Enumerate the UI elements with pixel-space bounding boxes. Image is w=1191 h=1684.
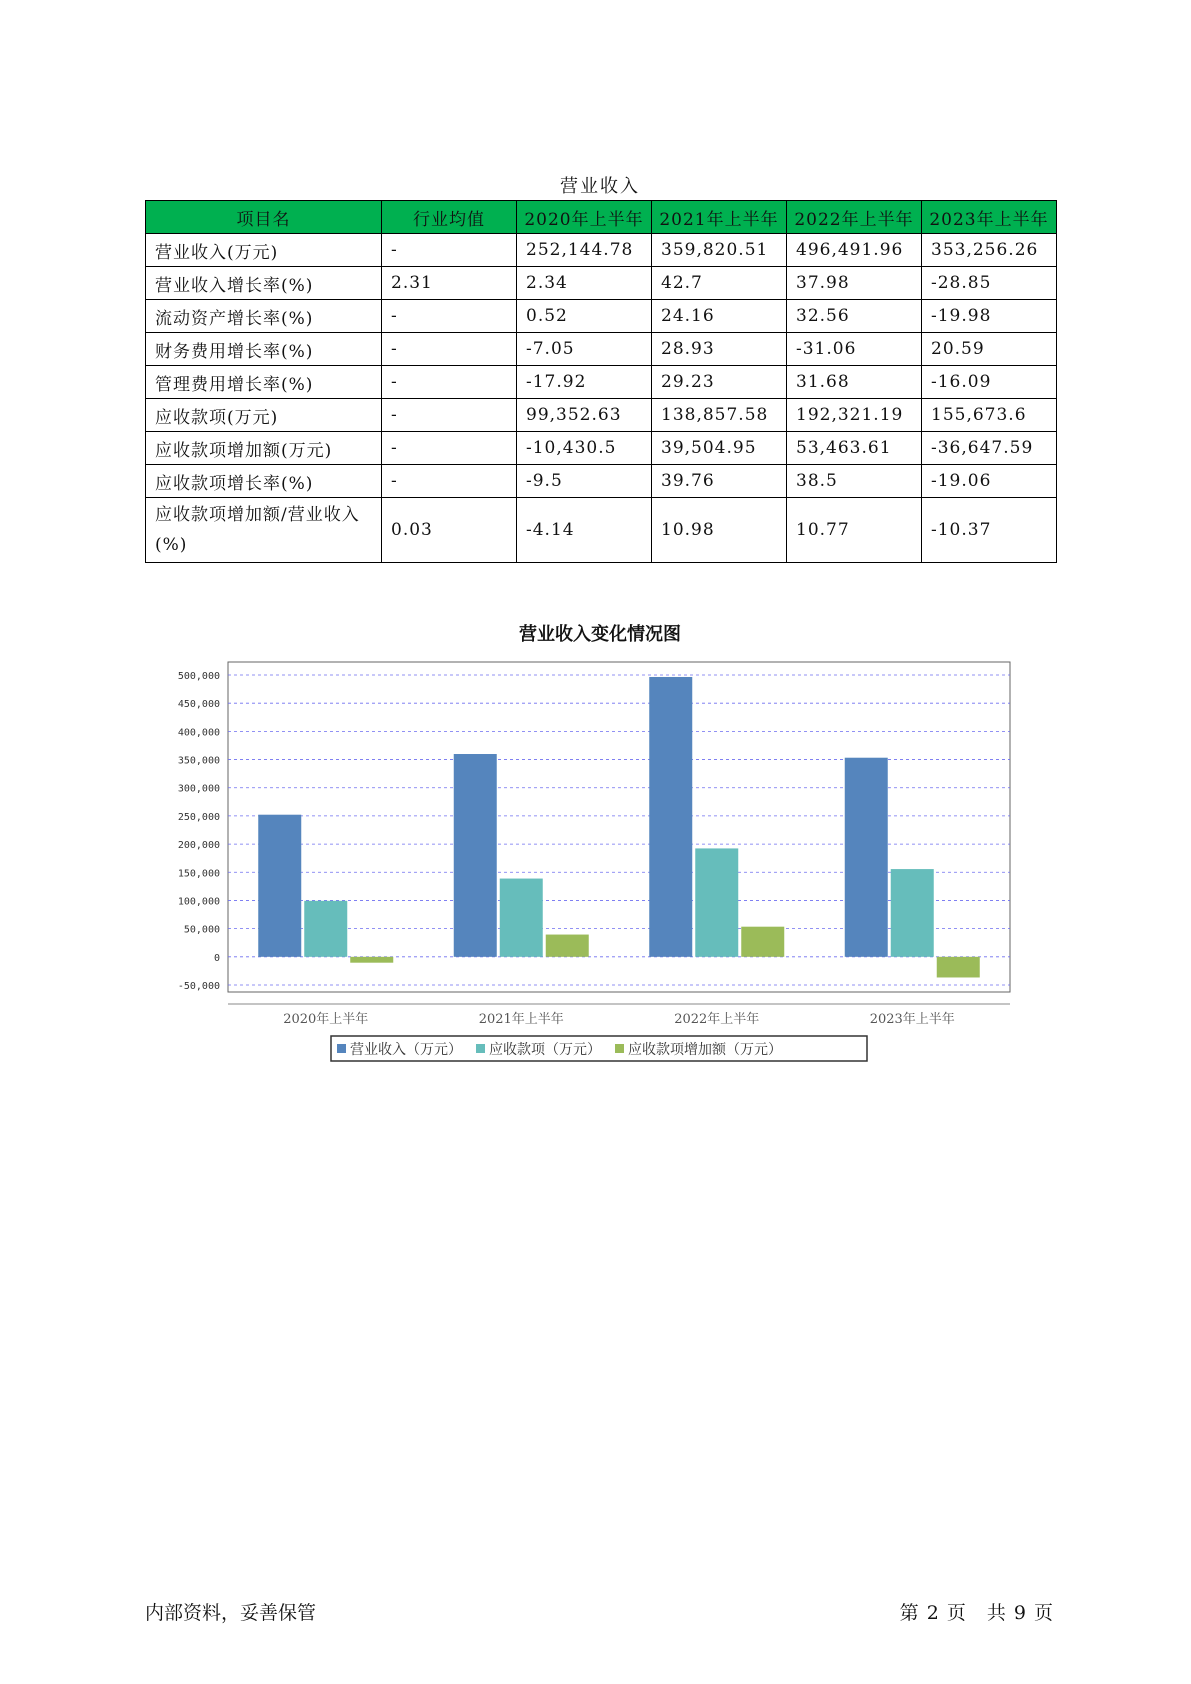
cell: -31.06 — [787, 333, 922, 366]
cell: 32.56 — [787, 300, 922, 333]
bar — [546, 935, 589, 957]
header-item-name: 项目名 — [146, 201, 382, 234]
cell: 0.52 — [517, 300, 652, 333]
bar — [741, 927, 784, 957]
x-tick-label: 2020年上半年 — [283, 1012, 369, 1027]
cell: -36,647.59 — [922, 432, 1057, 465]
bar — [649, 677, 692, 957]
bar — [454, 754, 497, 957]
cell: - — [382, 234, 517, 267]
cell: 31.68 — [787, 366, 922, 399]
y-tick-label: 450,000 — [177, 699, 220, 711]
cell: 10.98 — [652, 498, 787, 563]
row-label: 应收款项增加额(万元) — [146, 432, 382, 465]
y-tick-label: 300,000 — [177, 783, 220, 795]
header-industry-avg: 行业均值 — [382, 201, 517, 234]
bar — [258, 815, 301, 957]
cell: -4.14 — [517, 498, 652, 563]
footer-confidential-note: 内部资料，妥善保管 — [145, 1602, 317, 1624]
header-2021h1: 2021年上半年 — [652, 201, 787, 234]
chart-title: 营业收入变化情况图 — [519, 624, 681, 645]
cell: 28.93 — [652, 333, 787, 366]
cell: 39,504.95 — [652, 432, 787, 465]
x-tick-label: 2023年上半年 — [869, 1012, 955, 1027]
bar — [891, 869, 934, 957]
cell: 155,673.6 — [922, 399, 1057, 432]
cell: 138,857.58 — [652, 399, 787, 432]
row-label: 管理费用增长率(%) — [146, 366, 382, 399]
bar — [500, 879, 543, 957]
table-caption: 营业收入 — [560, 176, 640, 197]
cell: 192,321.19 — [787, 399, 922, 432]
y-tick-label: 350,000 — [177, 755, 220, 767]
cell: - — [382, 333, 517, 366]
cell: - — [382, 399, 517, 432]
cell: 496,491.96 — [787, 234, 922, 267]
y-tick-label: 100,000 — [177, 896, 220, 908]
bar — [350, 957, 393, 963]
legend-swatch — [476, 1044, 485, 1053]
legend-swatch — [615, 1044, 624, 1053]
x-tick-label: 2022年上半年 — [674, 1012, 760, 1027]
row-label: 财务费用增长率(%) — [146, 333, 382, 366]
row-label: 营业收入(万元) — [146, 234, 382, 267]
y-tick-label: -50,000 — [177, 981, 220, 992]
cell: -19.06 — [922, 465, 1057, 498]
cell: 24.16 — [652, 300, 787, 333]
cell: -10,430.5 — [517, 432, 652, 465]
cell: 252,144.78 — [517, 234, 652, 267]
legend-label: 营业收入（万元） — [350, 1042, 462, 1058]
y-tick-label: 500,000 — [177, 671, 220, 682]
cell: 2.31 — [382, 267, 517, 300]
y-tick-label: 200,000 — [177, 840, 220, 852]
y-tick-label: 400,000 — [177, 727, 220, 739]
cell: 37.98 — [787, 267, 922, 300]
cell: 99,352.63 — [517, 399, 652, 432]
legend-label: 应收款项增加额（万元） — [628, 1042, 782, 1058]
cell: 353,256.26 — [922, 234, 1057, 267]
cell: -9.5 — [517, 465, 652, 498]
cell: 53,463.61 — [787, 432, 922, 465]
bar — [845, 758, 888, 957]
cell: -28.85 — [922, 267, 1057, 300]
cell: -7.05 — [517, 333, 652, 366]
cell: -10.37 — [922, 498, 1057, 563]
cell: - — [382, 300, 517, 333]
cell: 2.34 — [517, 267, 652, 300]
cell: 0.03 — [382, 498, 517, 563]
bar — [937, 957, 980, 978]
row-label: 应收款项增长率(%) — [146, 465, 382, 498]
footer-page-number: 第 2 页 共 9 页 — [899, 1602, 1054, 1624]
cell: -19.98 — [922, 300, 1057, 333]
x-tick-label: 2021年上半年 — [478, 1012, 564, 1027]
header-2022h1: 2022年上半年 — [787, 201, 922, 234]
cell: - — [382, 366, 517, 399]
cell: -17.92 — [517, 366, 652, 399]
cell: 38.5 — [787, 465, 922, 498]
cell: 359,820.51 — [652, 234, 787, 267]
y-tick-label: 0 — [213, 952, 220, 964]
cell: - — [382, 432, 517, 465]
y-tick-label: 50,000 — [183, 924, 220, 936]
row-label: 应收款项(万元) — [146, 399, 382, 432]
cell: -16.09 — [922, 366, 1057, 399]
legend-label: 应收款项（万元） — [489, 1042, 601, 1058]
bar — [695, 848, 738, 956]
cell: 39.76 — [652, 465, 787, 498]
bar — [304, 901, 347, 957]
cell: 29.23 — [652, 366, 787, 399]
y-tick-label: 150,000 — [177, 868, 220, 880]
row-label: 流动资产增长率(%) — [146, 300, 382, 333]
legend-swatch — [337, 1044, 346, 1053]
cell: 42.7 — [652, 267, 787, 300]
row-label: 应收款项增加额/营业收入(%) — [146, 498, 382, 563]
y-tick-label: 250,000 — [177, 811, 220, 823]
header-2023h1: 2023年上半年 — [922, 201, 1057, 234]
cell: - — [382, 465, 517, 498]
cell: 10.77 — [787, 498, 922, 563]
cell: 20.59 — [922, 333, 1057, 366]
row-label: 营业收入增长率(%) — [146, 267, 382, 300]
header-2020h1: 2020年上半年 — [517, 201, 652, 234]
